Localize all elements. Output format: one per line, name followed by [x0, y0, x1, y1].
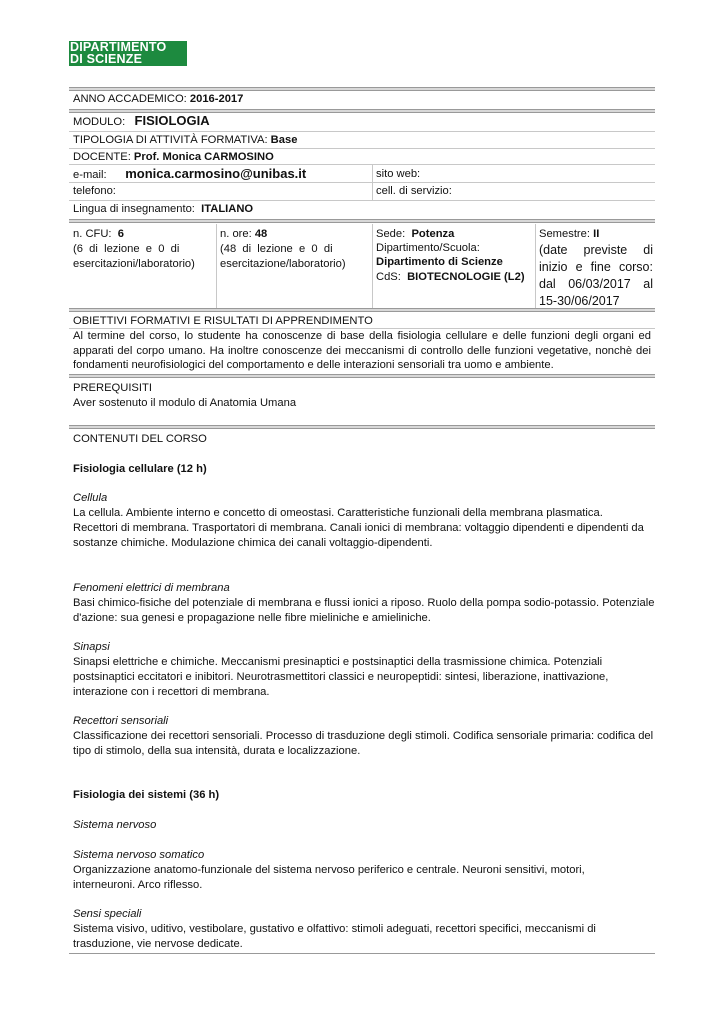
lingua-row [73, 202, 253, 216]
semestre-dates: (date previste di inizio e fine corso: dal 06/03/2017 al 15-30/06/2017 [539, 243, 653, 308]
section-2-heading: Fisiologia dei sistemi (36 h) [73, 789, 220, 801]
obiettivi-title: OBIETTIVI FORMATIVI E RISULTATI DI APPRENDIMENTO [73, 315, 373, 327]
divider-double [69, 219, 655, 223]
col-divider [535, 224, 536, 308]
email-label: e-mail: [73, 169, 107, 181]
modulo-row [73, 114, 210, 129]
email-row [73, 167, 306, 182]
somatico-line: interneuroni. Arco riflesso. [73, 879, 203, 891]
row-divider [69, 148, 655, 149]
sede-label: Sede: [376, 228, 406, 240]
section-fisiologia-sistemi [73, 788, 219, 802]
row-divider [69, 164, 655, 165]
row-divider [69, 131, 655, 132]
tipologia-value: Base [270, 134, 298, 146]
dipartimento-value [376, 255, 503, 269]
docente-row [73, 150, 274, 164]
row-divider [69, 182, 655, 183]
col-divider [372, 224, 373, 308]
fenomeni-line: Basi chimico-fisiche del potenziale di membrana e flussi ionici a riposo. Ruolo della pompa sodio-potassio. Potenziale [73, 597, 655, 609]
semestre-label: Semestre: [539, 228, 590, 240]
dipartimento-label: Dipartimento/Scuola: [376, 242, 480, 254]
fenomeni-line: d'azione: sua genesi e propagazione nelle fibre mieliniche e amieliniche. [73, 612, 431, 624]
recettori-line: tipo di stimolo, della sua intensità, durata e localizzazione. [73, 745, 361, 757]
sinapsi-line: postsinaptici eccitatori e inibitori. Neurotrasmettitori classici e neuropeptidi: sintesi, liberazione, inattivazione, [73, 671, 609, 683]
lingua-value: ITALIANO [201, 203, 254, 215]
ore-value: 48 [254, 228, 268, 240]
semestre-row [539, 227, 599, 241]
cellula-line: La cellula. Ambiente interno e concetto di omeostasi. Caratteristiche funzionali della membrana plasmatica. [73, 507, 603, 519]
col-divider [216, 224, 217, 308]
ore-detail [220, 242, 370, 271]
somatico-title: Sistema nervoso somatico [73, 849, 205, 861]
cds-value: BIOTECNOLOGIE (L2) [407, 271, 525, 283]
sensi-title: Sensi speciali [73, 908, 142, 920]
sensi-line: Sistema visivo, uditivo, vestibolare, gustativo e olfattivo: stimoli adeguati, recettori specifici, meccanismi di [73, 923, 596, 935]
ore-detail-line-2: esercitazione/laboratorio) [220, 257, 346, 270]
recettori-title: Recettori sensoriali [73, 715, 169, 727]
recettori-line: Classificazione dei recettori sensoriali. Processo di trasduzione degli stimoli. Codifica sensoriale primaria: codifica del [73, 730, 654, 742]
contenuti-title: CONTENUTI DEL CORSO [73, 433, 207, 445]
cfu-label: n. CFU: [73, 228, 112, 240]
divider-double [69, 374, 655, 378]
modulo-label: MODULO: [73, 116, 126, 128]
tipologia-label: TIPOLOGIA DI ATTIVITÀ FORMATIVA: [73, 134, 268, 146]
ore-row [220, 227, 267, 241]
nervoso-title: Sistema nervoso [73, 819, 157, 831]
cell-label: cell. di servizio: [376, 185, 452, 197]
logo-line-1: DIPARTIMENTO [70, 40, 167, 54]
obiettivi-text: Al termine del corso, lo studente ha conoscenze di base della fisiologia cellulare e delle funzioni degli organi ed apparati del corpo umano. Ha inoltre conoscenze dei meccanismi di controllo delle funzioni vegetative, nonchè dei fondamenti neurofisiologici del comportamento e delle interazioni sensoriali tra uomo e ambiente. [73, 330, 651, 372]
prerequisiti-text: Aver sostenuto il modulo di Anatomia Umana [73, 397, 297, 409]
row-divider [69, 200, 655, 201]
sinapsi-title: Sinapsi [73, 641, 110, 653]
email-link[interactable]: monica.carmosino@unibas.it [125, 166, 307, 181]
section-fisiologia-cellulare [73, 462, 207, 476]
anno-label: ANNO ACCADEMICO: [73, 93, 187, 105]
col-divider [372, 164, 373, 200]
cfu-row [73, 227, 124, 241]
cfu-detail [73, 242, 213, 271]
dipartimento-name: Dipartimento di Scienze [376, 256, 503, 268]
ore-detail-line-1: (48 di lezione e 0 di [220, 243, 333, 255]
fenomeni-title: Fenomeni elettrici di membrana [73, 582, 230, 594]
prerequisiti-title: PREREQUISITI [73, 382, 152, 394]
sinapsi-line: Sinapsi elettriche e chimiche. Meccanismi presinaptici e postsinaptici della trasmissione chimica. Potenziali [73, 656, 603, 668]
cfu-detail-line-1: (6 di lezione e 0 di [73, 243, 180, 255]
semestre-value: II [593, 228, 600, 240]
cellula-line: sostanze chimiche. Modulazione chimica dei canali voltaggio-dipendenti. [73, 537, 433, 549]
divider-double [69, 308, 655, 312]
sensi-line: trasduzione, vie nervose dedicate. [73, 938, 243, 950]
tipologia-row [73, 133, 297, 147]
logo-line-2: DI SCIENZE [70, 51, 143, 66]
cfu-value: 6 [117, 228, 124, 240]
modulo-value: FISIOLOGIA [134, 113, 210, 128]
divider-double [69, 425, 655, 429]
ore-label: n. ore: [220, 228, 252, 240]
sinapsi-line: interazione con i recettori di membrana. [73, 686, 270, 698]
docente-value: Prof. Monica CARMOSINO [133, 151, 274, 163]
telefono-label: telefono: [73, 185, 116, 197]
sede-row [376, 227, 454, 241]
section-1-heading: Fisiologia cellulare (12 h) [73, 463, 207, 475]
somatico-line: Organizzazione anatomo-funzionale del sistema nervoso periferico e centrale. Neuroni sensitivi, motori, [73, 864, 585, 876]
cfu-detail-line-2: esercitazioni/laboratorio) [73, 257, 195, 270]
cellula-title: Cellula [73, 492, 108, 504]
sede-value: Potenza [411, 228, 455, 240]
cellula-line: Recettori di membrana. Trasportatori di membrana. Canali ionici di membrana: voltaggio dipendenti e dipendenti da [73, 522, 644, 534]
lingua-label: Lingua di insegnamento: [73, 203, 195, 215]
anno-value: 2016-2017 [189, 93, 244, 105]
bottom-divider [69, 953, 655, 954]
cds-label: CdS: [376, 271, 401, 283]
sito-label: sito web: [376, 168, 421, 180]
anno-row [73, 92, 243, 106]
docente-label: DOCENTE: [73, 151, 131, 163]
divider-double [69, 87, 655, 91]
department-logo [69, 41, 187, 66]
cds-row [376, 270, 525, 284]
